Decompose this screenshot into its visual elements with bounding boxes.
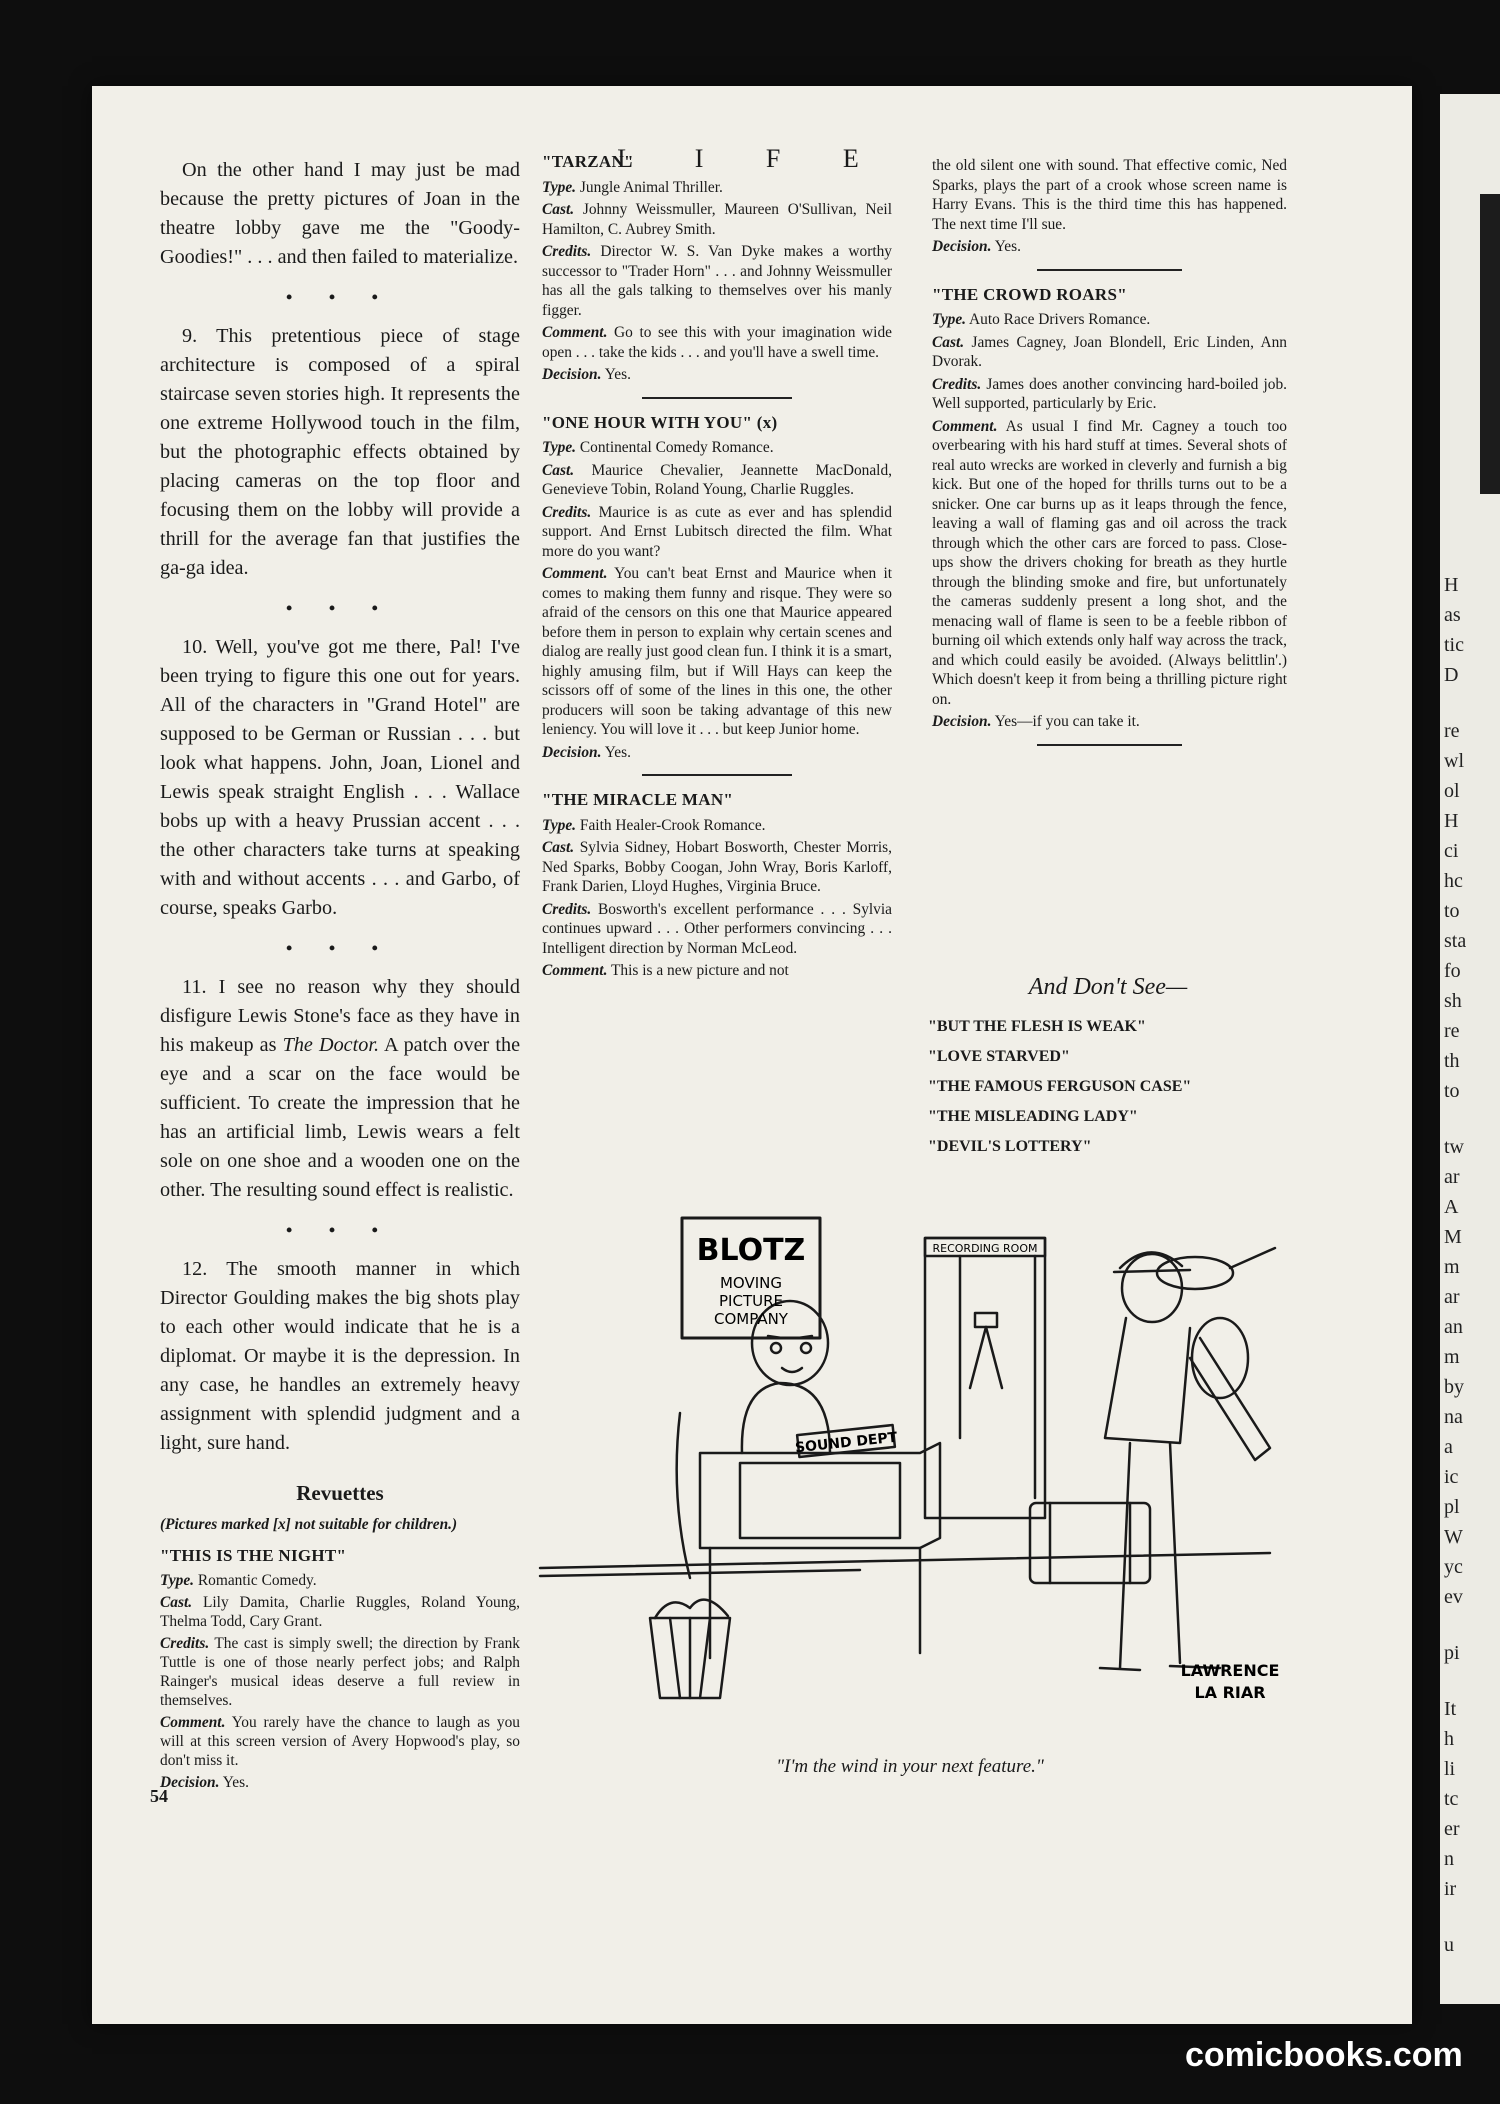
adjacent-page-fragment: a [1444,1436,1453,1458]
cartoon-caption: "I'm the wind in your next feature." [776,1756,1044,1777]
adjacent-page-fragment: fo [1444,960,1461,982]
section-dots: • • • [286,1220,394,1240]
cartoon-signature: LA RIAR [1194,1683,1266,1702]
list-item: "LOVE STARVED" [928,1048,1070,1065]
cartoon-sign-line: COMPANY [714,1310,788,1328]
adjacent-page-fragment: er [1444,1818,1460,1840]
review-title: "TARZAN" [542,152,634,171]
review-title: "ONE HOUR WITH YOU" (x) [542,412,778,432]
adjacent-page-photo [1480,194,1500,494]
review-the-miracle-man: "THE MIRACLE MAN" Type. Faith Healer-Crook Romance. Cast. Sylvia Sidney, Hobart Bosworth, Chester Morris, Ned Sparks, Bobby Coogan, John Wray, Boris Karloff, Frank Darien, Lloyd Hughes, Virginia Bruce. Credits. Bosworth's excellent performance . . . Sylvia continues upward . . . Other performers convincing . . . Intelligent direction by Norman McLeod. Comment. This is a new picture and not [542,790,892,979]
separator-rule [642,774,792,776]
adjacent-page-fragment: m [1444,1346,1460,1368]
adjacent-page-fragment: ir [1444,1878,1457,1900]
page-number: 54 [150,1786,168,1806]
review-title: "THE CROWD ROARS" [932,284,1127,304]
adjacent-page-fragment: h [1444,1728,1454,1750]
adjacent-page-fragment: ar [1444,1166,1460,1188]
adjacent-page-fragment: re [1444,1020,1460,1042]
adjacent-page-fragment: ar [1444,1286,1460,1308]
section-dots: • • • [286,938,394,958]
separator-rule [1037,269,1182,271]
adjacent-page-fragment: u [1444,1934,1454,1956]
column-1 [160,156,520,1458]
section-dots: • • • [286,287,394,307]
paragraph: 9. This pretentious piece of stage architecture is composed of a spiral staircase seven stories high. It represents the one extreme Hollywood touch in the film, but the photographic effects obtained by placing cameras on the top floor and focusing them on the lobby will provide a thrill for the average fan that justifies the ga-ga idea. [160,325,520,579]
list-item: "THE MISLEADING LADY" [928,1108,1138,1125]
separator-rule [1037,744,1182,746]
running-head: L I F E [617,144,887,173]
adjacent-page-fragment: pi [1444,1642,1460,1664]
revuettes-note: (Pictures marked [x] not suitable for children.) [160,1516,458,1533]
cartoon-desk-sign: SOUND DEPT [794,1429,899,1457]
column-2 [542,152,892,984]
adjacent-page-fragment: as [1444,604,1461,626]
cartoon-illustration [530,1198,1290,1738]
adjacent-page-fragment: re [1444,720,1460,742]
adjacent-page-fragment: sh [1444,990,1462,1012]
column-3 [932,156,1287,760]
review-the-miracle-man-continued: the old silent one with sound. That effective comic, Ned Sparks, plays the part of a crook whose screen name is Harry Evans. This is the third time this has happened. The next time I'll sue. Decision. Yes. [932,157,1287,255]
adjacent-page-fragment: H [1444,810,1459,832]
adjacent-page-fragment: pl [1444,1496,1460,1518]
adjacent-page-fragment: by [1444,1376,1464,1398]
adjacent-page-fragment: M [1444,1226,1462,1248]
adjacent-page-fragment: A [1444,1196,1459,1218]
cartoon-signature: LAWRENCE [1180,1661,1280,1680]
revuettes-title: Revuettes [296,1481,384,1505]
cartoon-sign-name: BLOTZ [696,1233,806,1268]
review-one-hour-with-you: "ONE HOUR WITH YOU" (x) Type. Continental Comedy Romance. Cast. Maurice Chevalier, Jeannette MacDonald, Genevieve Tobin, Roland Young, Charlie Ruggles. Credits. Maurice is as cute as ever and has splendid support. And Ernst Lubitsch directed the film. What more do you want? Comment. You can't beat Ernst and Maurice when it comes to making them funny and risque. They were so afraid of the censors on this one that Maurice appeared before them in person to explain why certain scenes and dialog are really just good clean fun. I think it is a smart, highly amusing film, but if Will Hays can keep the scissors off of some of the lines in this one, the other producers will soon be taking advantage of this new leniency. You will love it . . . but keep Junior home. Decision. Yes. [542,412,892,761]
watermark-logo: comicbooks.com [1185,2036,1463,2074]
revuettes-section [160,1481,520,1795]
adjacent-page-fragment: sta [1444,930,1467,952]
adjacent-page-fragment: ci [1444,840,1459,862]
adjacent-page-fragment: to [1444,900,1460,922]
cartoon-drawing [530,1198,1290,1738]
adjacent-page-fragment: It [1444,1698,1457,1720]
adjacent-page-fragment: to [1444,1080,1460,1102]
adjacent-page-fragment: tic [1444,634,1464,656]
review-the-crowd-roars: "THE CROWD ROARS" Type. Auto Race Drivers Romance. Cast. James Cagney, Joan Blondell, Eric Linden, Ann Dvorak. Credits. James does another convincing hard-boiled job. Well supported, particularly by Eric. Comment. As usual I find Mr. Cagney a touch too overbearing with his hard stuff at times. Several shots of real auto wrecks are worked in cleverly and furnish a big kick. But one of the hoped for thrills turns out to be a snicker. One car burns up as it leaps through the fence, leaving a wall of flaming gas and oil across the track through which the other cars are forced to pass. Close-ups show the drivers choking for breath as they hurtle through the blinding smoke and fire, but unfortunately the cameras suddenly present a long shot, and the menacing wall of flame is seen to be a feeble ribbon of burning oil which extends only half way across the track, and which could easily be avoided. (Always belittlin'.) Which doesn't keep it from being a thrilling picture right on. Decision. Yes—if you can take it. [932,284,1287,730]
paragraph: On the other hand I may just be mad because the pretty pictures of Joan in the theatre lobby gave me the "Goody-Goodies!" . . . and then failed to materialize. [160,159,520,268]
adjacent-page-fragment: n [1444,1848,1454,1870]
adjacent-page-fragment: ol [1444,780,1460,802]
separator-rule [642,397,792,399]
adjacent-page-fragment: wl [1444,750,1464,772]
list-item: "BUT THE FLESH IS WEAK" [928,1018,1146,1035]
adjacent-page-fragment: ic [1444,1466,1459,1488]
review-this-is-the-night: "THIS IS THE NIGHT" Type. Romantic Comedy. Cast. Lily Damita, Charlie Ruggles, Roland Young, Thelma Todd, Cary Grant. Credits. The cast is simply swell; the direction by Frank Tuttle is one of those nearly perfect jobs; and Ralph Rainger's musical ideas deserve a full review in themselves. Comment. You rarely have the chance to laugh as you will at this screen version of Avery Hopwood's play, so don't miss it. Decision. Yes. [160,1546,520,1791]
adjacent-page-fragment: li [1444,1758,1456,1780]
adjacent-page-fragment: ev [1444,1586,1463,1608]
adjacent-page-fragment: yc [1444,1556,1463,1578]
review-title: "THIS IS THE NIGHT" [160,1546,347,1565]
paragraph: 10. Well, you've got me there, Pal! I've been trying to figure this one out for years. All of the characters in "Grand Hotel" are supposed to be German or Russian . . . but look what happens. John, Joan, Lionel and Lewis speak straight English . . . Wallace bobs up with a heavy Prussian accent . . . the other characters take turns at speaking with and without accents . . . and Garbo, of course, speaks Garbo. [160,636,520,919]
dont-see-list [928,972,1288,1162]
adjacent-page-fragment: W [1444,1526,1463,1548]
adjacent-page-fragment: m [1444,1256,1460,1278]
dont-see-title: And Don't See— [1028,974,1188,1000]
adjacent-page-fragment: tc [1444,1788,1459,1810]
cartoon-door-sign: RECORDING ROOM [932,1242,1038,1255]
section-dots: • • • [286,598,394,618]
cartoon-sign-line: MOVING [719,1274,783,1292]
adjacent-page-fragment: na [1444,1406,1463,1428]
list-item: "THE FAMOUS FERGUSON CASE" [928,1078,1192,1095]
adjacent-page-strip [1440,94,1500,2004]
adjacent-page-fragment: hc [1444,870,1463,892]
adjacent-page-fragment: th [1444,1050,1460,1072]
adjacent-page-fragment: D [1444,664,1459,686]
adjacent-page-fragment: an [1444,1316,1463,1338]
adjacent-page-fragment: H [1444,574,1459,596]
paragraph: 11. I see no reason why they should disfigure Lewis Stone's face as they have in his makeup as The Doctor. A patch over the eye and a scar on the face would be sufficient. To create the impression that he has an artificial limb, Lewis wears a felt sole on one shoe and a wooden one on the other. The resulting sound effect is realistic. [160,976,521,1201]
adjacent-page-fragment: tw [1444,1136,1464,1158]
paragraph: 12. The smooth manner in which Director Goulding makes the big shots play to each other would indicate that he is a diplomat. Or maybe it is the depression. In any case, he handles an extremely heavy assignment with splendid judgment and a light, sure hand. [160,1258,520,1454]
review-tarzan: "TARZAN" Type. Jungle Animal Thriller. Cast. Johnny Weissmuller, Maureen O'Sullivan, Neil Hamilton, C. Aubrey Smith. Credits. Director W. S. Van Dyke makes a worthy successor to "Trader Horn" . . . and Johnny Weissmuller has all the gals talking to themselves over his manly figger. Comment. Go to see this with your imagination wide open . . . take the kids . . . and you'll have a swell time. Decision. Yes. [542,152,892,383]
cartoon-sign-line: PICTURE [719,1292,783,1310]
list-item: "DEVIL'S LOTTERY" [928,1138,1092,1155]
review-title: "THE MIRACLE MAN" [542,790,734,809]
